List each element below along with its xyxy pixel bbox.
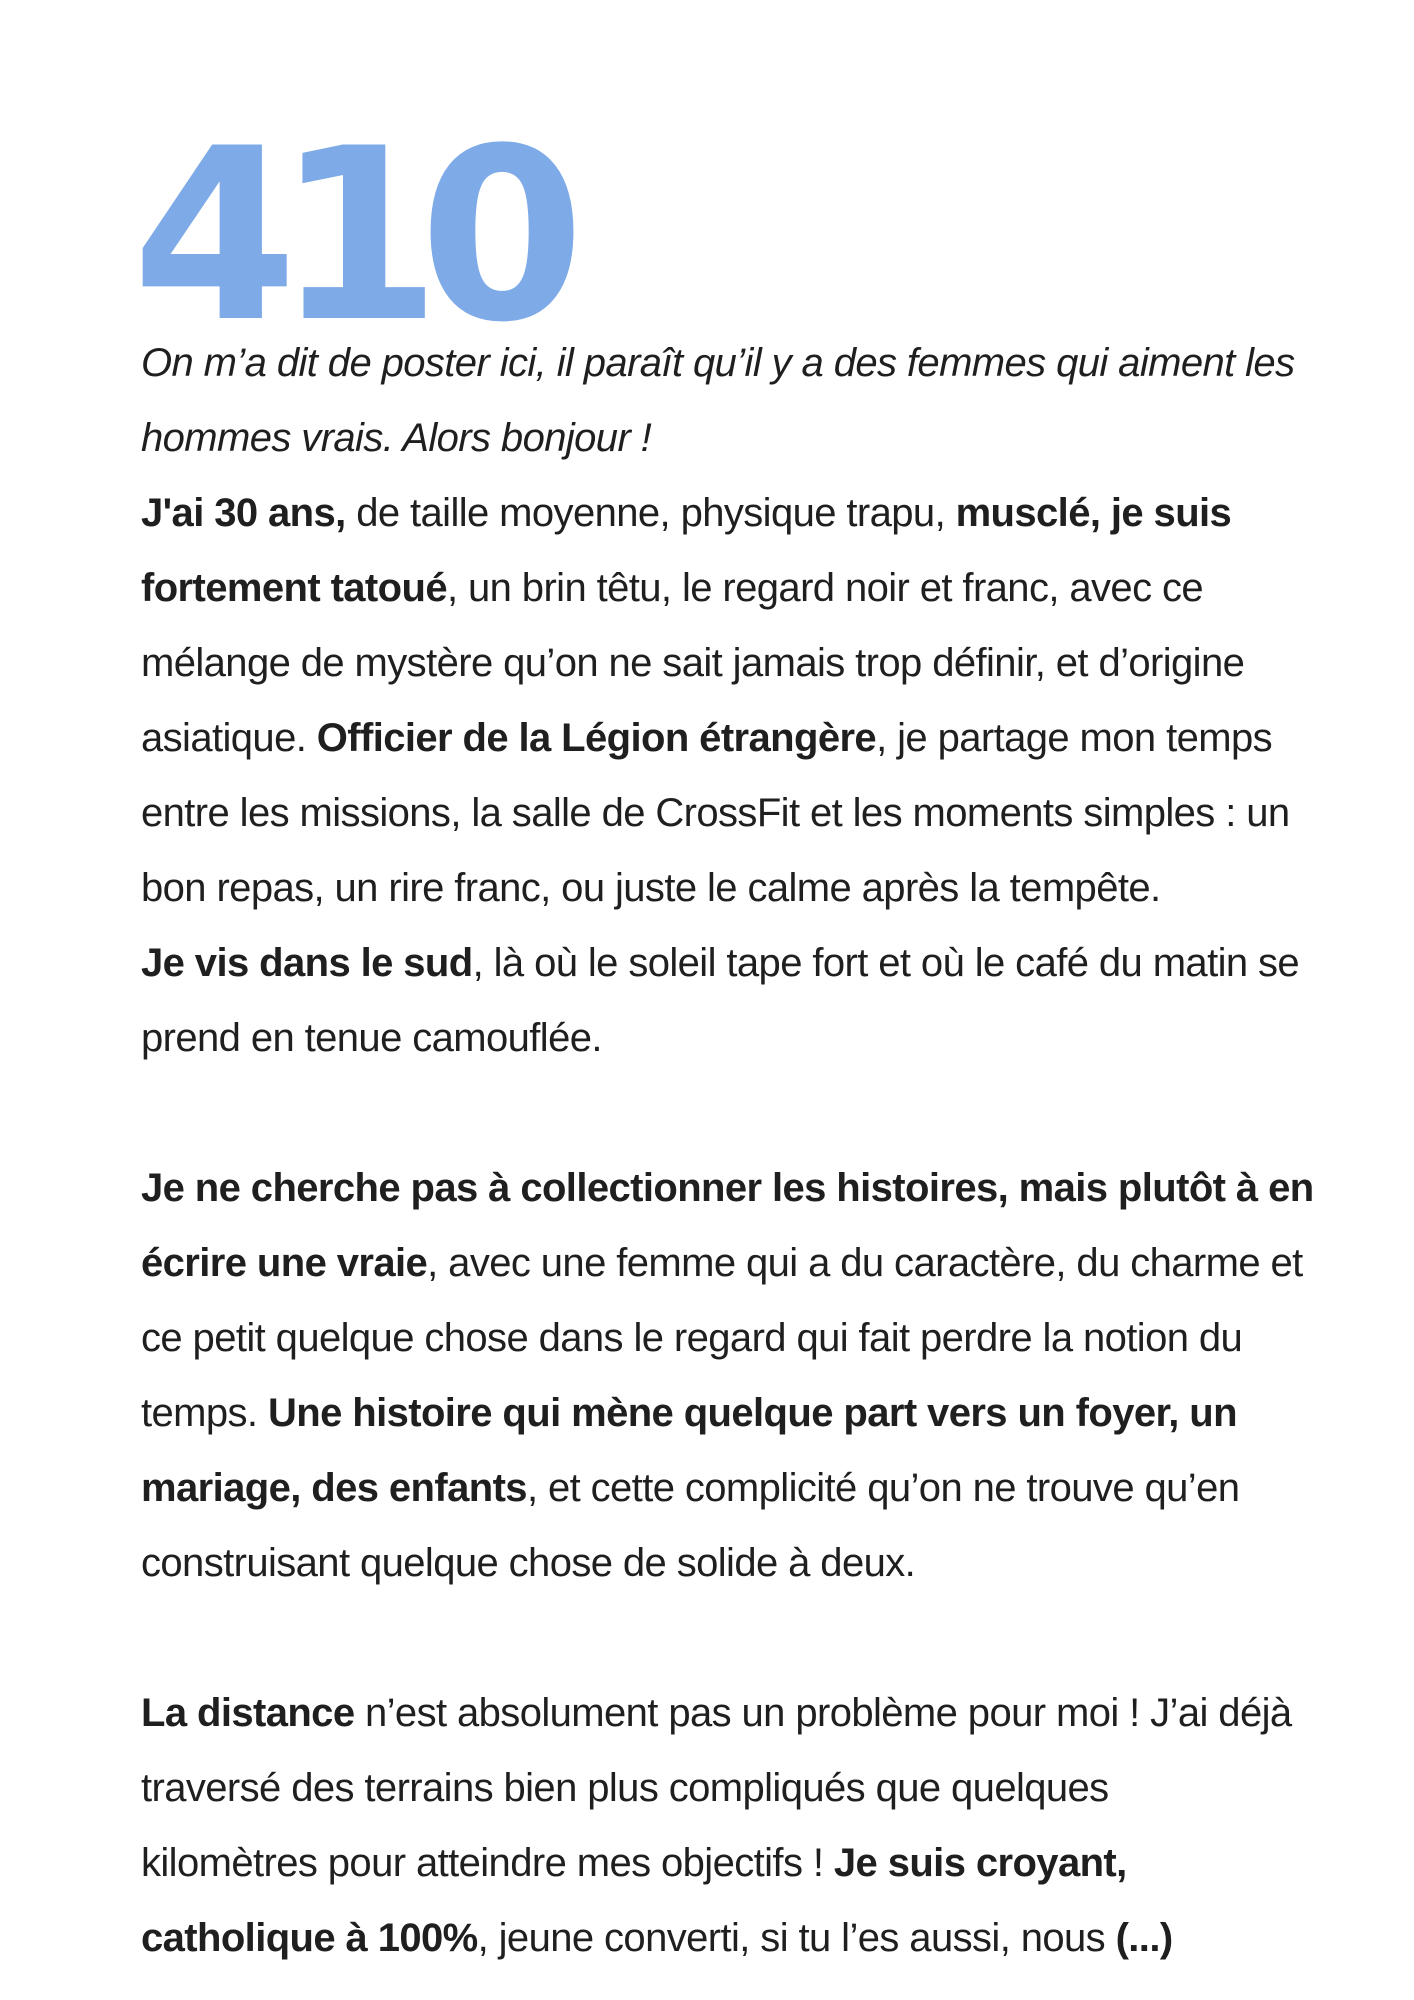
text-line	[141, 1301, 1413, 1376]
text-line	[141, 1751, 1413, 1826]
text-line	[141, 1901, 1413, 1976]
bold-text: fortement tatoué	[141, 566, 447, 610]
text: , avec une femme qui a du caractère, du charme et	[427, 1241, 1303, 1285]
text: , je partage mon temps	[876, 716, 1272, 760]
bold-text: musclé, je suis	[955, 491, 1232, 535]
text-line	[141, 1676, 1413, 1751]
bold-text: J'ai 30 ans,	[141, 491, 346, 535]
bold-text: Une histoire qui mène quelque part vers un foyer, un	[267, 1391, 1237, 1435]
paragraph-1	[141, 476, 1413, 1076]
bold-text: écrire une vraie	[141, 1241, 428, 1285]
intro-line: On m’a dit de poster ici, il paraît qu’il y a des femmes qui aiment les	[141, 341, 1295, 385]
text-line	[141, 1151, 1413, 1226]
page-number-heading: 410	[132, 98, 563, 375]
text: ce petit quelque chose dans le regard qui fait perdre la notion du	[141, 1316, 1243, 1360]
text: entre les missions, la salle de CrossFit et les moments simples : un	[141, 791, 1290, 835]
text: asiatique.	[141, 716, 317, 760]
text-line	[141, 1826, 1413, 1901]
bold-text: Je ne cherche pas à collectionner les histoires, mais plutôt à en	[141, 1166, 1314, 1210]
text-line	[141, 776, 1413, 851]
text: , là où le soleil tape fort et où le café du matin se	[472, 941, 1300, 985]
text-line	[141, 851, 1413, 926]
text: traversé des terrains bien plus compliqués que quelques	[141, 1766, 1109, 1810]
text: prend en tenue camouflée.	[141, 1016, 602, 1060]
text: de taille moyenne, physique trapu,	[345, 491, 956, 535]
text: , jeune converti, si tu l’es aussi, nous	[477, 1916, 1116, 1960]
text: , un brin têtu, le regard noir et franc, avec ce	[446, 566, 1204, 610]
paragraph-spacer	[141, 1601, 1413, 1676]
bold-text: Je vis dans le sud	[141, 941, 473, 985]
text-line	[141, 626, 1413, 701]
text: construisant quelque chose de solide à deux.	[141, 1541, 916, 1585]
text-line	[141, 926, 1413, 1001]
body-text	[141, 326, 1413, 1976]
bold-text: mariage, des enfants	[141, 1466, 527, 1510]
text-line	[141, 1526, 1413, 1601]
paragraph-spacer	[141, 1076, 1413, 1151]
text-line	[141, 701, 1413, 776]
text-line	[141, 1001, 1413, 1076]
text: temps.	[141, 1391, 268, 1435]
text: bon repas, un rire franc, ou juste le calme après la tempête.	[141, 866, 1161, 910]
paragraph-2	[141, 1151, 1413, 1601]
text-line	[141, 1451, 1413, 1526]
bold-text: La distance	[141, 1691, 355, 1735]
bold-text: (...)	[1115, 1916, 1173, 1960]
text: kilomètres pour atteindre mes objectifs !	[141, 1841, 834, 1885]
bold-text: Officier de la Légion étrangère	[316, 716, 877, 760]
intro-paragraph	[141, 326, 1413, 476]
text: mélange de mystère qu’on ne sait jamais trop définir, et d’origine	[141, 641, 1245, 685]
bold-text: catholique à 100%	[141, 1916, 478, 1960]
text-line	[141, 1376, 1413, 1451]
bold-text: Je suis croyant,	[833, 1841, 1127, 1885]
text: n’est absolument pas un problème pour moi ! J’ai déjà	[354, 1691, 1292, 1735]
paragraph-3	[141, 1676, 1413, 1976]
text-line	[141, 476, 1413, 551]
text-line	[141, 1226, 1413, 1301]
intro-line: hommes vrais. Alors bonjour !	[141, 416, 652, 460]
text-line	[141, 551, 1413, 626]
text: , et cette complicité qu’on ne trouve qu’en	[526, 1466, 1240, 1510]
